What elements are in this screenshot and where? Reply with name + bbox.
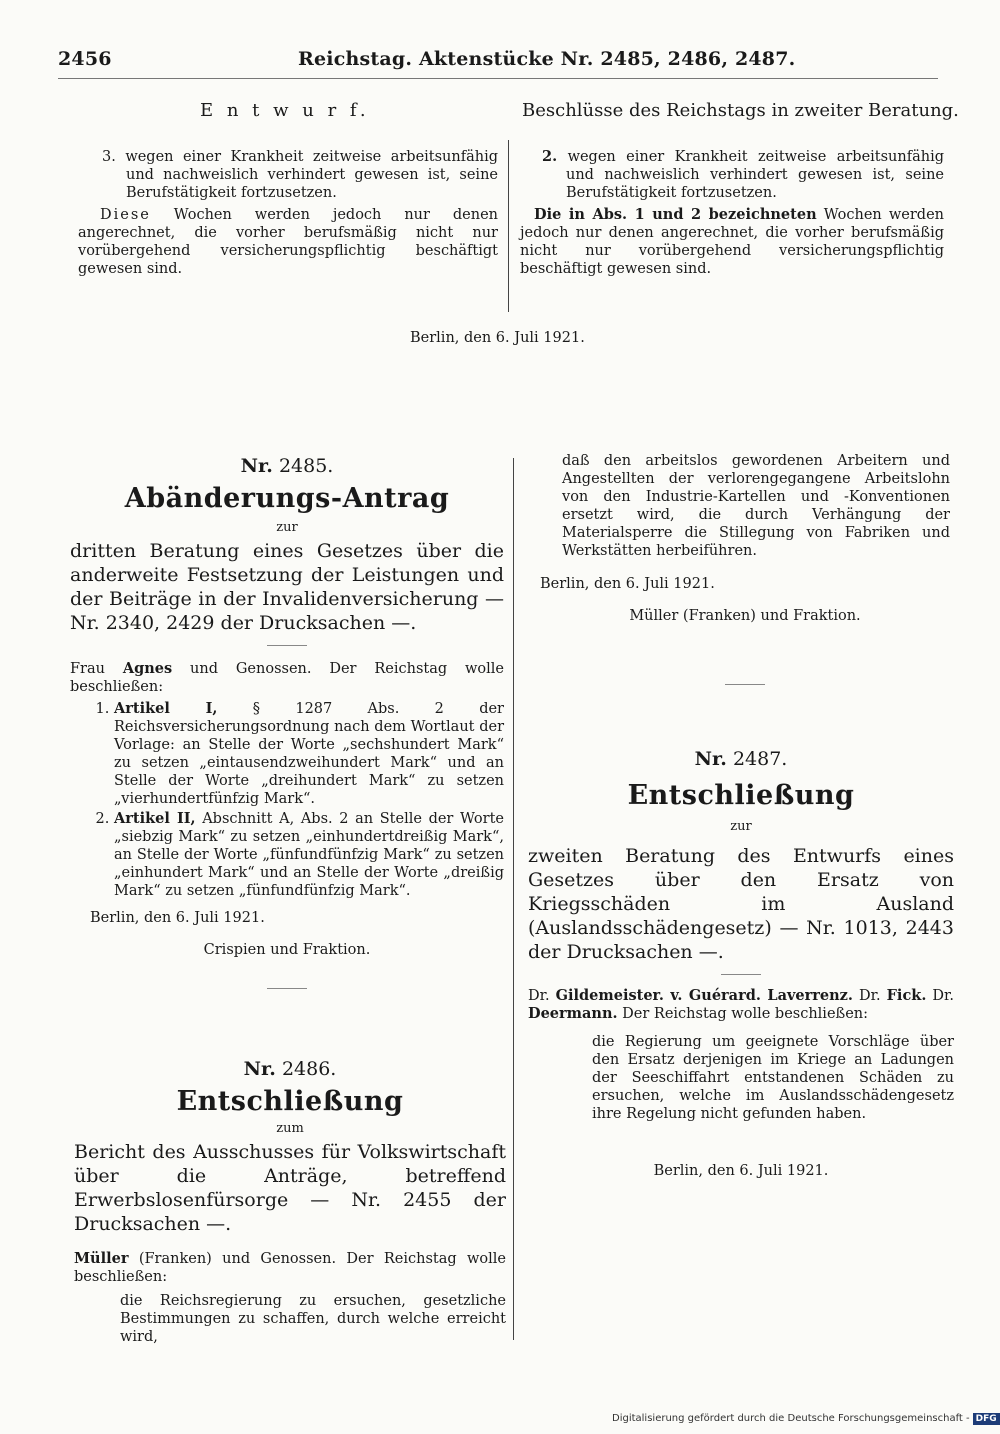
entwurf-para-lead: Diese (100, 207, 151, 223)
doc-2486-continuation (540, 452, 950, 685)
doc-2487-subject: zweiten Beratung des Entwurfs eines Gesetzes über den Ersatz von Kriegsschäden im Ausland (Auslandsschädengesetz) — Nr. 1013, 2443 der Drucksachen —. (528, 845, 954, 963)
doc-2486-intro-name: Müller (74, 1250, 129, 1267)
doc-2485-prep: zur (276, 520, 298, 535)
doc-2485-intro (48, 660, 504, 696)
doc-2486-signature: Müller (Franken) und Fraktion. (629, 608, 861, 624)
doc-2485-rule (267, 645, 307, 646)
entwurf-heading: E n t w u r f. (200, 100, 370, 121)
doc-2487-date: Berlin, den 6. Juli 1921. (653, 1163, 829, 1179)
entwurf-item-text: wegen einer Krankheit zeitweise arbeitsunfähig und nachweislich verhindert gewesen ist, seine Berufstätigkeit fortzusetzen. (125, 149, 498, 201)
doc-2487-intro-name3: Deermann. (528, 1005, 618, 1022)
doc-2487-nr-label: Nr. (694, 748, 727, 770)
doc-2486-subject: Bericht des Ausschusses für Volkswirtschaft über die Anträge, betreffend Erwerbslosenfürsorge — Nr. 2455 der Drucksachen —. (74, 1141, 506, 1235)
beschluesse-column (520, 148, 945, 282)
doc-2486-nr-value: 2486. (281, 1058, 337, 1080)
doc-2487-rule (721, 974, 761, 975)
doc-2485-intro-post: und Genossen. Der Reichstag wolle beschließen: (70, 661, 504, 695)
beschluesse-item-number: 2. (542, 148, 558, 165)
entwurf-para-text: Wochen werden jedoch nur denen angerechnet, die vorher berufsmäßig nicht nur vorübergehend versicherungspflichtig beschäftigt gewesen sind. (78, 207, 498, 277)
doc-2485 (70, 455, 504, 989)
doc-2485-intro-pre: Frau (70, 661, 123, 677)
doc-2485-end-rule (267, 988, 307, 989)
doc-2487-intro-a: Dr. (528, 988, 556, 1004)
doc-2487-title: Entschließung (627, 780, 855, 811)
doc-2485-nr-value: 2485. (278, 455, 334, 477)
doc-2486-number (74, 1058, 506, 1080)
entwurf-item-number: 3. (102, 149, 116, 165)
doc-2486-nr-label: Nr. (243, 1058, 276, 1080)
doc-2485-item-lead: Artikel I, (114, 700, 218, 717)
doc-2486-end-rule (725, 684, 765, 685)
page-number: 2456 (58, 48, 112, 70)
doc-2486-intro-post: (Franken) und Genossen. Der Reichstag wolle beschließen: (74, 1251, 506, 1285)
doc-2486-body-start: die Reichsregierung zu ersuchen, gesetzliche Bestimmungen zu schaffen, durch welche erreicht wird, (120, 1293, 506, 1345)
doc-2485-items (70, 700, 504, 900)
doc-2485-item-text: Abschnitt A, Abs. 2 an Stelle der Worte „siebzig Mark“ zu setzen „einhundertdreißig Mark“, an Stelle der Worte „fünfundfünfzig Mark“ zu setzen „einhundert Mark“ und an Stelle der Worte „dreißig Mark“ zu setzen „fünfundfünfzig Mark“. (114, 811, 504, 899)
doc-2487-intro (528, 987, 954, 1023)
doc-2486-body-cont: daß den arbeitslos gewordenen Arbeitern und Angestellten der verlorengegangene Arbeitslohn von den Industrie-Kartellen und -Konventionen ersetzt wird, die durch Verhängung der Materialsperre die Stillegung von Fabriken und Werkstätten herbeiführen. (562, 453, 950, 559)
doc-2486-date: Berlin, den 6. Juli 1921. (540, 576, 715, 592)
beschluesse-para-bold: Die in Abs. 1 und 2 bezeichneten (534, 206, 817, 223)
top-date: Berlin, den 6. Juli 1921. (410, 330, 585, 346)
top-column-divider (508, 140, 509, 312)
doc-2487-intro-b: Dr. (852, 988, 887, 1004)
beschluesse-para-text: Wochen werden jedoch nur denen angerechnet, die vorher berufsmäßig nicht nur vorübergehend versicherungspflichtig beschäftigt gewesen sind. (520, 207, 944, 277)
doc-2485-item (114, 810, 504, 900)
doc-2485-intro-name: Agnes (122, 660, 173, 677)
entwurf-column (78, 148, 498, 282)
header-rule (58, 78, 938, 79)
doc-2487-intro-name2: Fick. (886, 987, 927, 1004)
doc-2486 (74, 1058, 506, 1346)
beschluesse-heading: Beschlüsse des Reichstags in zweiter Beratung. (522, 100, 959, 121)
footer-credit (612, 1413, 1000, 1425)
doc-2486-title: Entschließung (176, 1086, 404, 1117)
doc-2486-intro (74, 1250, 506, 1286)
doc-2485-item-text: § 1287 Abs. 2 der Reichsversicherungsordnung nach dem Wortlaut der Vorlage: an Stelle der Worte „sechshundert Mark“ zu setzen „eintausendzweihundert Mark“ und an Stelle der Worte „dreihundert Mark“ zu setzen „vierhundertfünfzig Mark“. (114, 701, 504, 807)
doc-2487-body: die Regierung um geeignete Vorschläge über den Ersatz derjenigen im Kriege an Ladungen der Seeschiffahrt entstandenen Schäden zu ersuchen, welche im Auslandsschädengesetz ihre Regelung nicht gefunden haben. (592, 1034, 954, 1122)
doc-2485-title: Abänderungs-Antrag (124, 483, 450, 514)
running-title: Reichstag. Aktenstücke Nr. 2485, 2486, 2487. (298, 48, 796, 70)
doc-2487-intro-d: Der Reichstag wolle beschließen: (617, 1006, 869, 1022)
doc-2485-nr-label: Nr. (240, 455, 273, 477)
doc-2485-item (114, 700, 504, 808)
doc-2487-nr-value: 2487. (732, 748, 788, 770)
doc-2487-prep: zur (730, 819, 752, 834)
doc-2485-subject: dritten Beratung eines Gesetzes über die anderweite Festsetzung der Leistungen und der Beiträge in der Invalidenversicherung — Nr. 2340, 2429 der Drucksachen —. (70, 540, 504, 634)
doc-2487-intro-c: Dr. (926, 988, 954, 1004)
doc-2485-item-lead: Artikel II, (114, 810, 196, 827)
doc-2485-date: Berlin, den 6. Juli 1921. (90, 910, 265, 926)
doc-2485-number (70, 455, 504, 477)
doc-2486-prep: zum (276, 1121, 304, 1136)
dfg-logo: DFG (973, 1413, 1000, 1425)
lower-column-divider (513, 458, 514, 1340)
doc-2487-intro-name1: Gildemeister. v. Guérard. Laverrenz. (555, 987, 853, 1004)
doc-2487-number (528, 748, 954, 770)
footer-credit-text: Digitalisierung gefördert durch die Deutsche Forschungsgemeinschaft - (612, 1413, 970, 1424)
doc-2487 (528, 748, 954, 1179)
beschluesse-item-text: wegen einer Krankheit zeitweise arbeitsunfähig und nachweislich verhindert gewesen ist, seine Berufstätigkeit fortzusetzen. (566, 149, 945, 201)
doc-2485-signature: Crispien und Fraktion. (203, 942, 371, 958)
